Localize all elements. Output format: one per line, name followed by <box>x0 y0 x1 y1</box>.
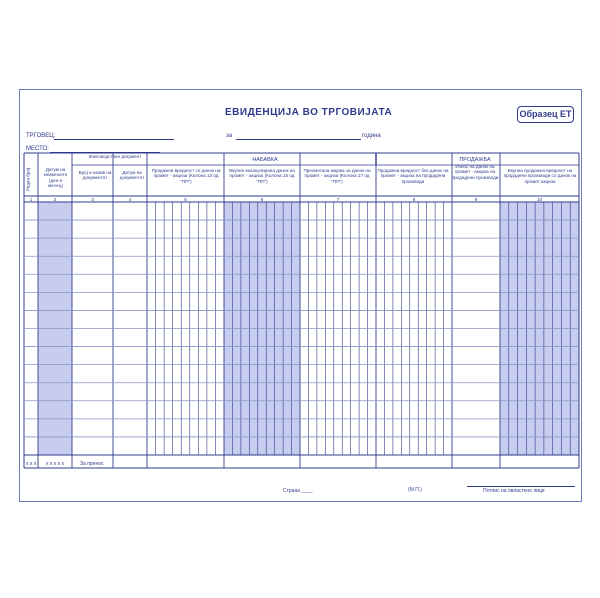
za-prenos-label: За пренос <box>80 461 104 467</box>
header-broj-naziv: Број и назив на документот <box>78 170 112 181</box>
form-code-box: Образец ЕТ <box>517 106 574 123</box>
form-sheet <box>19 89 582 502</box>
header-prodazba: ПРОДАЖБА <box>459 157 491 163</box>
form-title: ЕВИДЕНЦИЈА ВО ТРГОВИЈАТА <box>225 107 393 118</box>
column-number-6: 6 <box>260 196 264 202</box>
header-datum-dokument: Датум на документот <box>119 170 145 181</box>
header-knigovodstven-dokument: Книговодствен документ <box>88 154 142 159</box>
header-col7: Пресметана маржа за данок на промет - акциза (Колона 17 од "ПП") <box>303 168 371 184</box>
totals-marks-1: x x x <box>26 461 37 467</box>
column-number-8: 8 <box>412 196 416 202</box>
header-datum-knizenje: Датум на книжењето (ден и месец) <box>43 167 68 188</box>
header-col9: Износ на данок на промет - акциза на продадени производи <box>451 164 499 180</box>
ledger-grid <box>20 90 583 503</box>
header-col6: Вкупна вкалкулирана данок на промет - акциза (Колона 15 од "ПП") <box>229 168 295 184</box>
column-number-9: 9 <box>474 196 478 202</box>
header-col5: Продажна вредност со данок на промет - акциза (Колона 13 од "ПП") <box>151 168 221 184</box>
signature-label: Потпис на овластено лице <box>483 488 545 494</box>
strana-label: Страна ____ <box>283 488 313 494</box>
header-col10: Вкупна продажна вредност на продадени производи со данок на промет акциза <box>503 168 577 184</box>
godina-label: година <box>362 133 381 139</box>
za-label: за <box>226 133 233 139</box>
mesto-label: МЕСТО: <box>26 146 49 152</box>
column-number-2: 2 <box>53 196 57 202</box>
column-number-1: 1 <box>29 196 33 202</box>
header-col8: Продажна вредност без данок на промет - акциза на продадени производи <box>377 168 449 184</box>
column-number-7: 7 <box>336 196 340 202</box>
trgovec-label: ТРГОВЕЦ: <box>26 133 56 139</box>
signature-line[interactable] <box>467 486 575 487</box>
column-number-5: 5 <box>184 196 187 202</box>
header-nabavka: НАБАВКА <box>252 157 278 163</box>
column-number-4: 4 <box>128 196 132 202</box>
column-number-3: 3 <box>91 196 94 202</box>
column-number-10: 10 <box>536 196 543 202</box>
header-reden-broj: Реден број <box>25 167 31 192</box>
mp-label: (М.П.) <box>408 487 422 493</box>
totals-marks-2: x x x x x <box>46 461 65 467</box>
